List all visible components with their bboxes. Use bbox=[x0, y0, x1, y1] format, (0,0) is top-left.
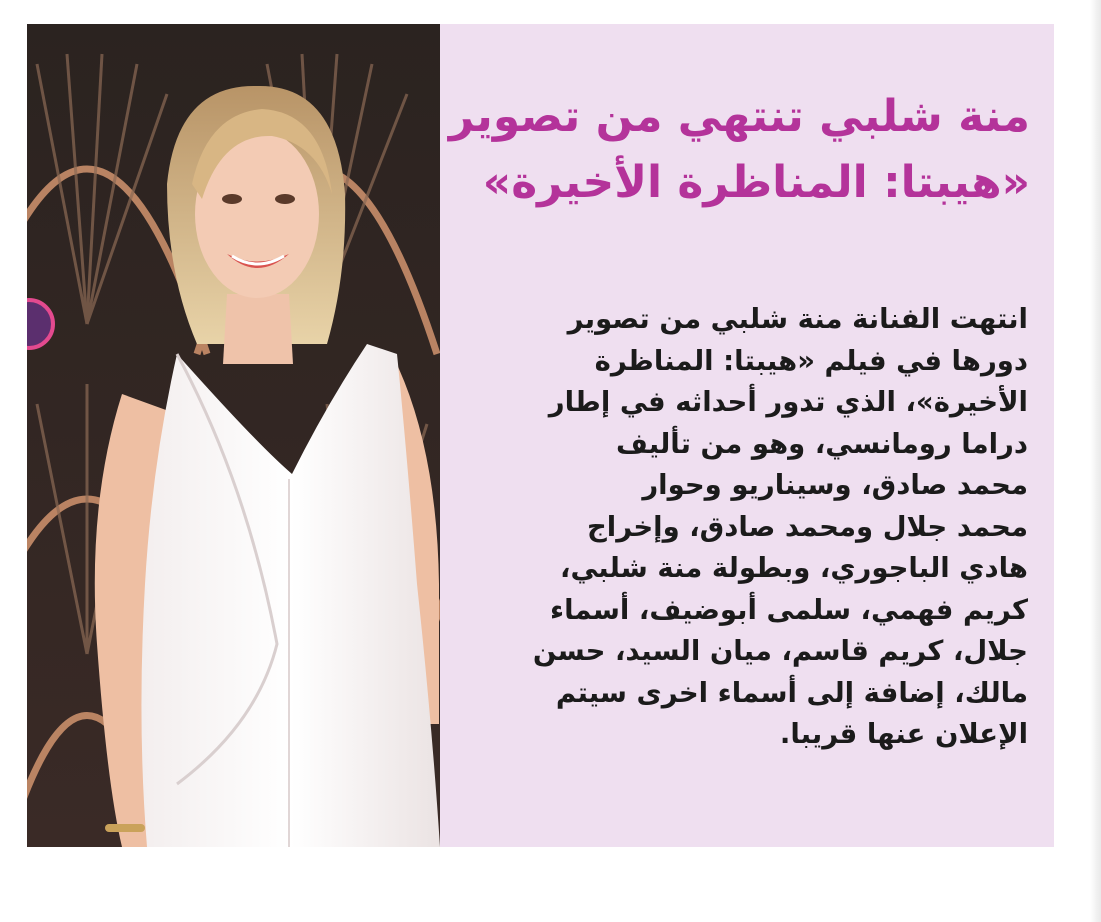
headline-line: «هيبتا: المناظرة الأخيرة» bbox=[482, 157, 1030, 208]
actress-photo-illustration bbox=[27, 24, 440, 847]
body-line: انتهت الفنانة منة شلبي من تصوير bbox=[567, 303, 1028, 335]
body-line: الأخيرة»، الذي تدور أحداثه في إطار bbox=[548, 386, 1028, 418]
page-edge-shadow bbox=[1090, 0, 1101, 922]
body-line: هادي الباجوري، وبطولة منة شلبي، bbox=[560, 552, 1028, 584]
article-text-panel bbox=[440, 24, 1054, 847]
body-line: جلال، كريم قاسم، ميان السيد، حسن bbox=[532, 635, 1028, 667]
article-body bbox=[488, 299, 1028, 756]
headline-line: منة شلبي تنتهي من تصوير bbox=[448, 91, 1030, 142]
article-photo bbox=[27, 24, 440, 847]
body-line: مالك، إضافة إلى أسماء اخرى سيتم bbox=[555, 676, 1028, 709]
article-headline bbox=[448, 84, 1030, 216]
body-line: دورها في فيلم «هيبتا: المناظرة bbox=[594, 344, 1028, 377]
body-line: الإعلان عنها قريبا. bbox=[779, 718, 1028, 750]
body-line: دراما رومانسي، وهو من تأليف bbox=[615, 427, 1028, 460]
news-article bbox=[27, 24, 1054, 847]
body-line: كريم فهمي، سلمى أبوضيف، أسماء bbox=[550, 593, 1028, 626]
body-line: محمد جلال ومحمد صادق، وإخراج bbox=[586, 510, 1028, 543]
body-line: محمد صادق، وسيناريو وحوار bbox=[642, 469, 1028, 501]
